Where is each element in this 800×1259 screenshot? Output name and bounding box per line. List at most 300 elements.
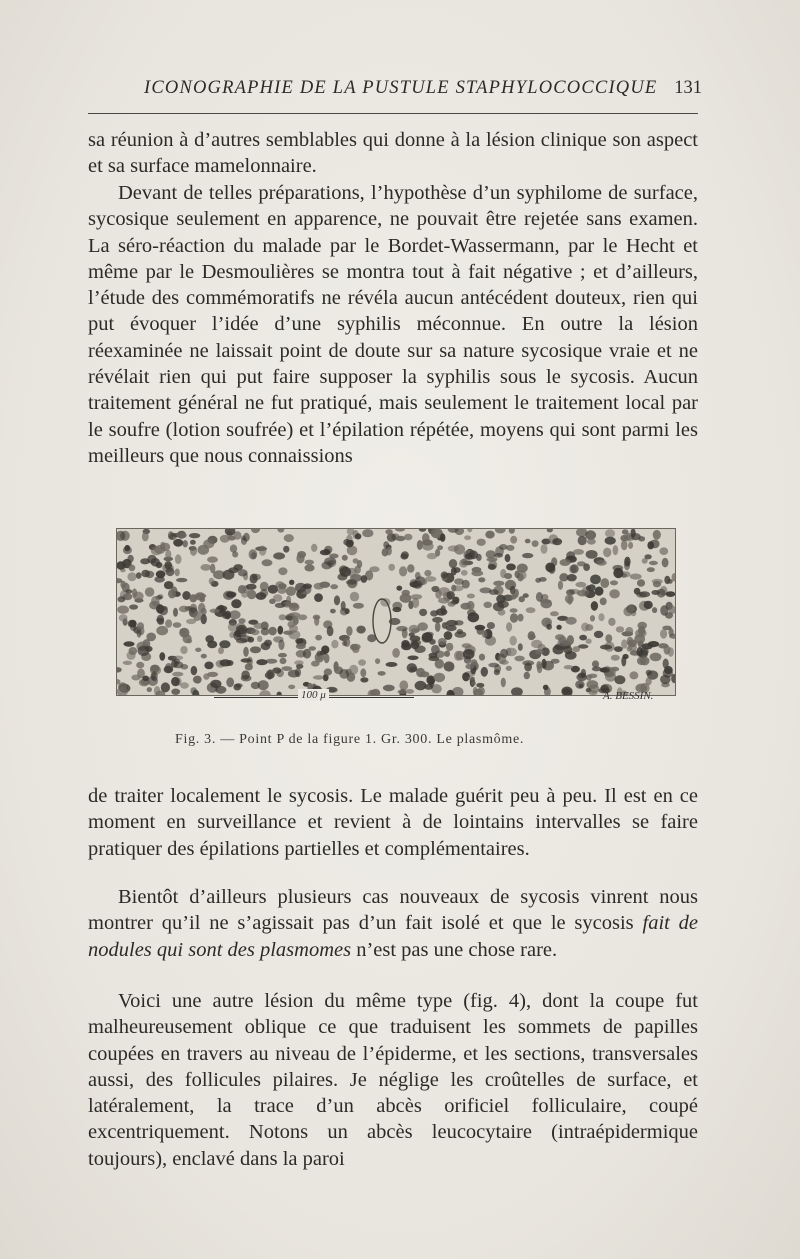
cell-nucleus <box>180 646 187 654</box>
paragraph-4-italic: fait de nodules qui sont des plasmomes <box>88 912 699 961</box>
cell-nucleus <box>256 592 267 600</box>
cell-nucleus <box>311 544 317 552</box>
cell-nucleus <box>241 592 248 598</box>
cell-nucleus <box>422 632 433 642</box>
cell-nucleus <box>168 589 176 598</box>
cell-nucleus <box>510 608 518 613</box>
cell-nucleus <box>432 617 443 623</box>
cell-nucleus <box>605 537 616 545</box>
cell-nucleus <box>587 539 596 545</box>
cell-nucleus <box>204 662 213 670</box>
cell-nucleus <box>117 596 125 602</box>
cell-nucleus <box>201 654 207 659</box>
cell-nucleus <box>478 577 485 582</box>
cell-nucleus <box>154 576 165 582</box>
cell-nucleus <box>565 651 577 660</box>
cell-nucleus <box>173 539 183 547</box>
cell-nucleus <box>579 635 587 641</box>
cell-nucleus <box>124 545 130 551</box>
cell-nucleus <box>528 631 536 640</box>
cell-nucleus <box>297 551 306 558</box>
cell-nucleus <box>156 626 168 636</box>
cell-nucleus <box>120 531 130 541</box>
cell-nucleus <box>578 536 587 546</box>
cell-nucleus <box>462 643 472 648</box>
cell-nucleus <box>605 634 612 642</box>
cell-nucleus <box>590 575 601 585</box>
cell-nucleus <box>454 651 462 661</box>
cell-nucleus <box>541 544 548 554</box>
cell-nucleus <box>392 607 401 612</box>
cell-nucleus <box>250 646 261 653</box>
paragraph-1: sa réunion à d’autres semblables qui donne à la lésion clinique son aspect et sa surface mamelonnaire. <box>88 129 698 178</box>
cell-nucleus <box>145 646 153 652</box>
cell-nucleus <box>401 551 409 559</box>
paragraph-4-end: n’est pas une chose rare. <box>351 938 558 961</box>
cell-nucleus <box>129 604 138 609</box>
cell-nucleus <box>396 536 406 541</box>
cell-nucleus <box>141 570 150 578</box>
cell-nucleus <box>625 627 633 636</box>
cell-nucleus <box>464 535 471 540</box>
cell-nucleus <box>646 678 652 686</box>
cell-nucleus <box>259 546 267 556</box>
cell-nucleus <box>210 609 221 613</box>
cell-nucleus <box>586 680 598 689</box>
cell-nucleus <box>267 669 274 679</box>
cell-nucleus <box>551 659 560 664</box>
cell-nucleus <box>472 567 482 573</box>
cell-nucleus <box>558 581 563 590</box>
cell-nucleus <box>127 572 136 581</box>
figure-caption <box>175 732 635 748</box>
cell-nucleus <box>630 574 642 580</box>
cell-nucleus <box>660 629 667 639</box>
cell-nucleus <box>468 612 480 622</box>
running-title: ICONOGRAPHIE DE LA PUSTULE STAPHYLOCOCCIQUE <box>144 78 658 98</box>
cell-nucleus <box>566 617 577 625</box>
cell-nucleus <box>496 595 505 604</box>
cell-nucleus <box>346 540 354 547</box>
cell-nucleus <box>603 548 611 558</box>
cell-nucleus <box>535 649 544 654</box>
cell-nucleus <box>565 594 574 603</box>
cell-nucleus <box>399 566 407 576</box>
cell-nucleus <box>429 653 438 659</box>
cell-nucleus <box>207 556 218 562</box>
cell-nucleus <box>485 531 494 539</box>
cell-nucleus <box>589 690 598 695</box>
cell-nucleus <box>659 547 668 555</box>
cell-nucleus <box>288 685 295 690</box>
paragraph-4-start: Bientôt d’ailleurs plusieurs cas nouveaux de sycosis vinrent nous montrer qu’il ne s’agissait pas d’un fait isolé et que le sycosis <box>88 886 698 935</box>
cell-nucleus <box>396 586 402 591</box>
cell-nucleus <box>315 635 322 641</box>
cell-nucleus <box>647 567 655 572</box>
cell-nucleus <box>479 654 485 661</box>
cell-nucleus <box>166 567 175 576</box>
running-head <box>88 78 708 102</box>
cell-nucleus <box>498 609 506 615</box>
cell-nucleus <box>628 542 633 549</box>
cell-nucleus <box>396 626 408 631</box>
paragraph-5: Voici une autre lésion du même type (fig. 4), dont la coupe fut malheureusement oblique ce que traduisent les sommets de papilles coupées en travers au niveau de l’épiderme, et les sections, transversales aussi, des follicules pilaires. Je néglige les croûtelles de surface, et latéralement, la trace d’un abcès orificiel folliculaire, coupé excentriquement. Notons un abcès leucocytaire (intraépidermique toujours), enclavé dans la paroi <box>88 990 698 1170</box>
cell-nucleus <box>578 684 583 689</box>
cell-nucleus <box>236 625 247 634</box>
cell-nucleus <box>295 583 306 593</box>
cell-nucleus <box>273 552 285 559</box>
cell-nucleus <box>142 676 149 682</box>
cell-nucleus <box>510 586 515 595</box>
cell-nucleus <box>518 643 523 651</box>
cell-nucleus <box>226 660 233 666</box>
cell-nucleus <box>279 614 287 620</box>
cell-nucleus <box>317 655 323 660</box>
cell-nucleus <box>314 583 325 590</box>
cell-nucleus <box>644 554 651 559</box>
cell-nucleus <box>570 564 579 573</box>
cell-nucleus <box>197 594 207 598</box>
cell-nucleus <box>591 601 598 611</box>
cell-nucleus <box>295 638 303 643</box>
cell-nucleus <box>525 539 531 544</box>
cell-nucleus <box>600 578 609 588</box>
cell-nucleus <box>462 580 470 589</box>
cell-nucleus <box>510 636 517 646</box>
cell-nucleus <box>129 647 138 655</box>
cell-nucleus <box>360 668 366 677</box>
cell-nucleus <box>471 681 476 686</box>
cell-nucleus <box>251 629 260 635</box>
cell-nucleus <box>314 593 323 602</box>
cell-nucleus <box>605 529 615 537</box>
cell-nucleus <box>481 667 488 677</box>
cell-nucleus <box>526 607 536 613</box>
cell-nucleus <box>411 628 420 633</box>
cell-nucleus <box>506 666 512 671</box>
cell-nucleus <box>358 659 366 666</box>
cell-nucleus <box>388 564 395 571</box>
cell-nucleus <box>411 641 419 649</box>
cell-nucleus <box>175 554 182 564</box>
cell-nucleus <box>191 666 198 675</box>
cell-nucleus <box>261 642 271 650</box>
cell-nucleus <box>239 635 251 642</box>
cell-nucleus <box>223 591 234 600</box>
cell-nucleus <box>613 545 619 555</box>
cell-nucleus <box>180 682 189 688</box>
paragraph-4 <box>88 884 698 963</box>
cell-nucleus <box>360 677 368 682</box>
cell-nucleus <box>409 667 418 672</box>
cell-nucleus <box>137 628 142 637</box>
cell-nucleus <box>644 601 653 609</box>
cell-nucleus <box>624 557 630 567</box>
cell-nucleus <box>401 643 412 651</box>
cell-nucleus <box>229 610 241 619</box>
cell-nucleus <box>294 660 303 665</box>
cell-nucleus <box>440 533 445 542</box>
cell-nucleus <box>220 535 230 543</box>
cell-nucleus <box>664 576 670 584</box>
cell-nucleus <box>282 666 293 671</box>
cell-nucleus <box>614 646 623 652</box>
micrograph-illustration <box>117 529 675 695</box>
cell-nucleus <box>219 640 230 648</box>
cell-nucleus <box>183 540 188 547</box>
cell-nucleus <box>269 599 276 604</box>
cell-nucleus <box>362 529 373 537</box>
figure-micrograph <box>116 528 676 696</box>
cell-nucleus <box>164 581 174 589</box>
cell-nucleus <box>200 564 211 571</box>
cell-nucleus <box>431 684 442 693</box>
cell-nucleus <box>261 628 270 636</box>
cell-nucleus <box>476 554 482 561</box>
cell-nucleus <box>449 559 457 568</box>
cell-nucleus <box>355 533 362 539</box>
cell-nucleus <box>284 534 294 542</box>
cell-nucleus <box>171 689 180 695</box>
cell-nucleus <box>361 575 368 583</box>
cell-nucleus <box>286 586 296 596</box>
cell-nucleus <box>488 564 496 570</box>
cell-nucleus <box>386 547 392 556</box>
cell-nucleus <box>189 533 200 538</box>
cell-nucleus <box>500 649 508 658</box>
cell-nucleus <box>552 538 562 545</box>
scale-bar-label: 100 μ <box>298 689 329 701</box>
cell-nucleus <box>522 660 534 665</box>
cell-nucleus <box>243 647 249 657</box>
cell-nucleus <box>137 622 144 629</box>
cell-nucleus <box>653 530 661 540</box>
cell-nucleus <box>410 636 421 642</box>
cell-nucleus <box>609 589 620 598</box>
cell-nucleus <box>612 565 623 571</box>
cell-nucleus <box>385 529 392 534</box>
cell-nucleus <box>510 613 518 623</box>
cell-nucleus <box>189 594 197 602</box>
cell-nucleus <box>493 581 504 586</box>
cell-nucleus <box>241 658 252 662</box>
cell-nucleus <box>352 647 359 653</box>
cell-nucleus <box>164 666 174 673</box>
cell-nucleus <box>339 669 349 679</box>
cell-nucleus <box>436 608 448 615</box>
cell-nucleus <box>268 585 278 594</box>
cell-nucleus <box>622 529 629 534</box>
cell-nucleus <box>575 582 586 588</box>
cell-nucleus <box>342 555 348 561</box>
cell-nucleus <box>665 612 673 618</box>
cell-nucleus <box>262 559 273 566</box>
cell-nucleus <box>177 532 187 538</box>
cell-nucleus <box>407 564 414 572</box>
cell-nucleus <box>324 668 332 675</box>
cell-nucleus <box>353 603 364 609</box>
cell-nucleus <box>614 675 625 684</box>
cell-nucleus <box>331 640 338 649</box>
cell-nucleus <box>641 643 652 649</box>
cell-nucleus <box>241 670 250 679</box>
cell-nucleus <box>564 665 573 669</box>
cell-nucleus <box>560 559 571 566</box>
cell-nucleus <box>586 639 592 644</box>
cell-nucleus <box>246 584 257 590</box>
cell-nucleus <box>123 661 132 665</box>
cell-nucleus <box>353 558 359 563</box>
cell-nucleus <box>600 598 607 606</box>
cell-nucleus <box>183 634 192 643</box>
cell-nucleus <box>159 652 165 661</box>
cell-nucleus <box>190 546 197 556</box>
cell-nucleus <box>660 675 671 684</box>
cell-nucleus <box>611 667 619 672</box>
cell-nucleus <box>480 587 492 593</box>
cell-nucleus <box>626 646 632 652</box>
cell-nucleus <box>559 573 568 581</box>
cell-nucleus <box>450 600 458 605</box>
cell-nucleus <box>547 624 552 630</box>
cell-nucleus <box>145 587 155 597</box>
cell-nucleus <box>506 622 512 632</box>
cell-nucleus <box>323 620 332 628</box>
cell-nucleus <box>147 555 156 564</box>
cell-nucleus <box>146 633 156 642</box>
cell-nucleus <box>415 681 427 691</box>
cell-nucleus <box>487 622 495 629</box>
cell-nucleus <box>251 682 260 689</box>
cell-nucleus <box>531 640 542 648</box>
cell-nucleus <box>334 595 340 605</box>
cell-nucleus <box>424 684 433 690</box>
cell-nucleus <box>222 612 230 619</box>
cell-nucleus <box>180 629 186 634</box>
cell-nucleus <box>444 651 450 657</box>
cell-nucleus <box>278 567 287 575</box>
cell-nucleus <box>567 635 574 645</box>
cell-nucleus <box>151 596 160 606</box>
cell-nucleus <box>446 620 458 626</box>
cell-nucleus <box>190 540 196 545</box>
cell-nucleus <box>228 623 238 632</box>
cell-nucleus <box>278 640 284 650</box>
page-number: 131 <box>674 78 702 98</box>
cell-nucleus <box>350 592 359 602</box>
cell-nucleus <box>522 553 533 558</box>
cell-nucleus <box>453 567 460 573</box>
cell-nucleus <box>210 680 221 688</box>
cell-nucleus <box>257 636 262 642</box>
cell-nucleus <box>378 671 386 676</box>
cell-nucleus <box>339 565 348 574</box>
cell-nucleus <box>649 561 658 565</box>
cell-nucleus <box>171 677 180 686</box>
cell-nucleus <box>280 658 287 664</box>
cell-nucleus <box>662 558 669 568</box>
cell-nucleus <box>664 645 671 655</box>
header-rule <box>88 113 698 114</box>
cell-nucleus <box>616 626 624 632</box>
figure-signature: A. BESSIN. <box>603 690 654 702</box>
cell-nucleus <box>598 613 604 621</box>
cell-nucleus <box>226 677 234 687</box>
cell-nucleus <box>630 671 639 679</box>
cell-nucleus <box>266 659 278 664</box>
cell-nucleus <box>444 661 455 671</box>
cell-nucleus <box>173 608 178 617</box>
cell-nucleus <box>136 662 144 669</box>
cell-nucleus <box>324 549 330 555</box>
cell-nucleus <box>506 545 514 551</box>
cell-nucleus <box>330 584 338 589</box>
cell-nucleus <box>117 606 129 614</box>
cell-nucleus <box>494 669 500 675</box>
cell-nucleus <box>556 625 561 630</box>
cell-nucleus <box>523 593 529 598</box>
cell-nucleus <box>635 629 647 638</box>
cell-nucleus <box>190 687 197 694</box>
cell-nucleus <box>252 574 261 581</box>
cell-nucleus <box>165 619 172 627</box>
cell-nucleus <box>422 533 430 543</box>
cell-nucleus <box>639 591 650 597</box>
cell-nucleus <box>311 661 320 667</box>
cell-nucleus <box>537 664 542 674</box>
cell-nucleus <box>278 626 284 635</box>
cell-nucleus <box>505 554 511 562</box>
cell-nucleus <box>467 594 475 599</box>
cell-nucleus <box>437 545 443 550</box>
cell-nucleus <box>345 608 350 614</box>
cell-nucleus <box>195 648 201 652</box>
cell-nucleus <box>213 570 225 579</box>
cell-nucleus <box>151 671 157 681</box>
cell-nucleus <box>640 657 650 666</box>
cell-nucleus <box>288 670 300 678</box>
cell-nucleus <box>142 532 149 542</box>
cell-nucleus <box>434 673 446 682</box>
cell-nucleus <box>446 643 453 651</box>
cell-nucleus <box>407 656 418 661</box>
cell-nucleus <box>198 603 205 613</box>
cell-nucleus <box>477 539 486 546</box>
paragraph-3: de traiter localement le sycosis. Le malade guérit peu à peu. Il est en ce moment en surveillance et revient à de lointains intervalles se faire pratiquer des épilations partielles et complémentaires. <box>88 785 698 860</box>
cell-nucleus <box>657 589 666 598</box>
cell-nucleus <box>468 676 475 681</box>
cell-nucleus <box>484 602 492 608</box>
cell-nucleus <box>652 607 657 613</box>
cell-nucleus <box>441 571 448 578</box>
cell-nucleus <box>510 536 517 544</box>
cell-nucleus <box>175 569 180 577</box>
cell-nucleus <box>253 623 265 629</box>
cell-nucleus <box>573 549 584 555</box>
cell-nucleus <box>506 564 516 571</box>
cell-nucleus <box>329 554 338 559</box>
cell-nucleus <box>435 622 441 632</box>
cell-nucleus <box>548 564 555 574</box>
cell-nucleus <box>462 672 470 681</box>
cell-nucleus <box>209 578 215 585</box>
cell-nucleus <box>461 570 468 576</box>
cell-nucleus <box>576 673 587 681</box>
cell-nucleus <box>487 557 498 562</box>
cell-nucleus <box>278 653 287 658</box>
cell-nucleus <box>447 591 455 600</box>
cell-nucleus <box>586 585 591 590</box>
